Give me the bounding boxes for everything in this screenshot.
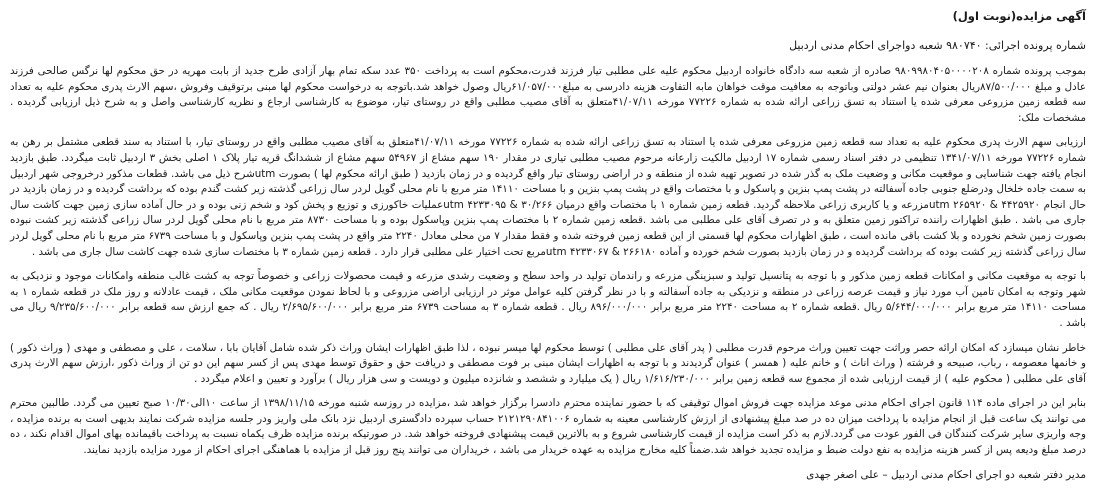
paragraph-valuation: با توجه به موقعیت مکانی و امکانات قطعه زمین مذکور و با توجه به پتانسیل تولید و سبزینگی مزرعه و راندمان تولید در واحد سطح و وضعیت رشدی مزرعه و قیمت محصولات زراعی و خصوصاً توجه به کشت غالب منطقه وامکانات موجود و نزدیکی به شهر وتوجه به امکان تامین آب مورد نیاز و قیمت عرصه زراعی در منطقه و نزدیکی به جاده آسفالته و با در نظر گرفتن کلیه عوامل موثر در ارزیابی اراضی مزروعی و با لحاظ نمودن موقعیت مکانی ملک ، قیمت عادلانه و روز ملک در قطعه شماره ۱ به مساحت ۱۴۱۱۰ متر مربع برابر ۵/۶۴۴/۰۰۰/۰۰۰ ریال .قطعه شماره ۲ به مساحت ۲۲۴۰ متر مربع برابر ۸۹۶/۰۰۰/۰۰۰ ریال . قطعه شماره ۳ به مساحت ۶۷۳۹ متر مربع برابر ۲/۶۹۵/۶۰۰/۰۰۰ ریال . که جمع ارزش سه قطعه برابر ۹/۲۳۵/۶۰۰/۰۰۰ ریال می باشد .: [10, 270, 1086, 329]
signature-line: مدیر دفتر شعبه دو اجرای احکام مدنی اردبیل – علی اصغر جهدی: [806, 468, 1086, 481]
paragraph-inheritance-share: خاطر نشان میسازد که امکان ارائه حصر وراثت جهت تعیین وراث مرحوم قدرت مطلبی ( پدر آقای علی مطلبی ) توسط محکوم لها میسر نبوده ، لذا طبق اظهارات ایشان وراث ذکر شده شامل آقایان بابا ، سلامت ، علی و مصطفی و مهدی ( وراث ذکور ) و خانمها معصومه ، رباب، صبیحه و فرشته ( وراث اناث ) و خانم علیه ( همسر ) عنوان گردیدند و با توجه به اظهارات ایشان مبنی بر فوت مصطفی و دریافت حق و حقوق توسط مهدی پس از کسر سهم این دو تن از وراث ذکور ،ارزش سهم الارث پدری آقای علی مطلبی ( محکوم علیه ) از قیمت ارزیابی شده از مجموع سه قطعه زمین برابر ۱/۶۱۶/۲۳۰/۰۰۰ ریال ( یک میلیارد و ششصد و شانزده میلیون و دویست و سی هزار ریال ) برآورد و تعیین و اعلام میگردد .: [10, 341, 1086, 385]
paragraph-property-details: ارزیابی سهم الارث پدری محکوم علیه به تعداد سه قطعه زمین مزروعی معرفی شده یا استناد به تسق زراعی ارائه شده به شماره ۷۷۲۲۶ مورخه ۴۱/۰۷/۱۱متعلق به آقای مصیب مطلبی واقع در روستای تیار، با استناد به سند قطعی مشتمل بر رهن به شماره ۷۷۲۲۶ مورخه ۱۳۴۱/۰۷/۱۱ تنظیمی در دفتر اسناد رسمی شماره ۱۷ اردبیل مالکیت زارعانه مرحوم مصیب مطلبی تیاری در مقدار ۱۹۰ سهم مشاع از ۵۴۹۶۷ سهم مشاع از ششدانگ قریه تیار پلاک ۱ اصلی بخش ۳ اردبیل ثابت میگردد. طبق بازدید انجام یافته جهت شناسایی و موقعیت مکانی و وضعیت ملک به گذر شده در تصویر تهیه شده از منطقه و در اراضی روستای تیار واقع گردیده و در زمان بازدید ( طبق ارائه محکوم لها ) بصورت utmشرح ذیل می باشد. قطعات مذکور درخروجی شهر اردبیل به سمت جاده خلخال ودرضلع جنوبی جاده آسفالته در پشت پمپ بنزین و پاسکول و با مختصات واقع در پشت پمپ بنزین و با مساحت ۱۴۱۱۰ متر مربع با نام محلی گویل لردر سال زراعی گذشته زیر کشت گندم بوده که برداشت گردیده و در زمان بازدید در حال انجام ۴۴۲۵۹۲۰ & ۲۶۵۹۲۰ utmمزرعه و یا کاربری زراعی ملاحظه گردید. قطعه زمین شماره ۱ با مختصات واقع درمیان ۳۰/۲۶۶ & ۴۲۳۳۰۹۵ utmعملیات خاکورزی و توزیع و پخش کود و شخم زنی بوده و در حال آماده سازی زمین جهت کاشت سال جاری می باشد . طبق اظهارات راننده تراکتور زمین متعلق به و در تصرف آقای علی مطلبی می باشد .قطعه زمین شماره ۲ با مختصات پمپ بنزین وپاسکول بوده و با مساحت ۸۷۳۰ متر مربع با نام محلی گویل لردر سال زراعی گذشته زیر کشت نبوده بصورت زمین شخم نخورده و بلا کشت باقی مانده است ، طبق اظهارات محکوم لها قسمتی از این قطعه زمین فروخته شده و فقط مقدار ۷ من محلی معادل ۲۲۴۰ متر واقع در پشت پمپ بنزین وپاسکول و با مساحت ۶۷۳۹ متر مربع با نام محلی گویل لردر سال زراعی گذشته زیر کشت بوده که برداشت گردیده و در زمان بازدید بصورت شخم خورده و آماده ۲۶۶۱۸۰ & ۴۲۳۳۰۶۷ utmمربع تحت اختیار علی مطلبی قرار دارد . قطعه زمین شماره ۳ با مختصات سازی شده جهت کاشت سال جاری می باشد .: [10, 136, 1086, 258]
case-number-line: شماره پرونده اجرائی: ۹۸۰۷۴۰ شعبه دواجرای احکام مدنی اردبیل: [789, 39, 1086, 52]
notice-title: آگهی مزایده(نوبت اول): [952, 9, 1086, 23]
paragraph-auction-terms: بنابر این در اجرای ماده ۱۱۴ قانون اجرای احکام مدنی موعد مزایده جهت فروش اموال توقیفی که با حضور نماینده محترم دادسرا برگزار خواهد شد ،مزایده در روزسه شنبه مورخه ۱۳۹۸/۱۱/۱۵ از ساعت ۱۰الی۱۰/۳۰ صبح تعیین می گردد. طالبین محترم می توانند یک ساعت قبل از انجام مزایده با پرداخت میزان ده در صد مبلغ پیشنهادی از ارزش کارشناسی معینه به شماره ۲۱۲۱۲۹۰۸۴۱۰۰۶ حساب سپرده دادگستری اردبیل نزد بانک ملی واریز ودر جلسه مزایده شرکت نمایند بدیهی است به برنده مزایده ، وجه واریزی سایر شرکت کنندگان فی الفور عودت می گردد.لازم به ذکر است مزایده از قیمت کارشناسی شروع و به بالاترین قیمت پیشنهادی فروخته خواهد شد. در صورتیکه برنده مزایده ظرف یکماه نسبت به پرداخت باقیمانده بهای اموال اقدام نکند ، ده درصد مبلغ ودیعه پس از کسر هزینه مزایده به نفع دولت ضبط و مزایده تجدید خواهد شد.ضمناً کلیه مخارج مزایده به عهده خریدار می باشد ، خریداران می توانند پنج روز قبل از مزایده با هماهنگی اجرای احکام از مورد مزایده بازدید نمایند.: [10, 397, 1086, 457]
paragraph-judgment: بموجب پرونده شماره ۹۸۰۹۹۸۰۴۰۵۰۰۰۰۲۰۸ صادره از شعبه سه دادگاه خانواده اردبیل محکوم علیه علی مطلبی تیار فرزند قدرت،محکوم است به پرداخت ۳۵۰ عدد سکه تمام بهار آزادی طرح جدید از بابت مهریه در حق محکوم لها نرگس صالحی فرزند عادل و مبلغ ۸۷/۵۰۰/۰۰۰ریال بعنوان نیم عشر دولتی وباتوجه به معافیت موقت خواهان مابه التفاوت هزینه دادرسی به مبلغ۶۱/۰۵۷/۰۰۰ریال وصول خواهد شد.باتوجه به درخواست محکوم لها مبنی برتوقیف وفروش ،سهم الارث پدری محکوم علیه به تعداد سه قطعه زمین مزروعی معرفی شده یا استناد به تسق زراعی ارائه شده به شماره ۷۷۲۲۶ مورخه ۴۱/۰۷/۱۱متعلق به آقای مصیب مطلبی واقع در روستای تیار، موضوع به کارشناسی ارجاع و نظریه کارشناسی واصل و به شرح ذیل ارزیابی گردیده . مشخصات ملک:: [10, 65, 1086, 124]
